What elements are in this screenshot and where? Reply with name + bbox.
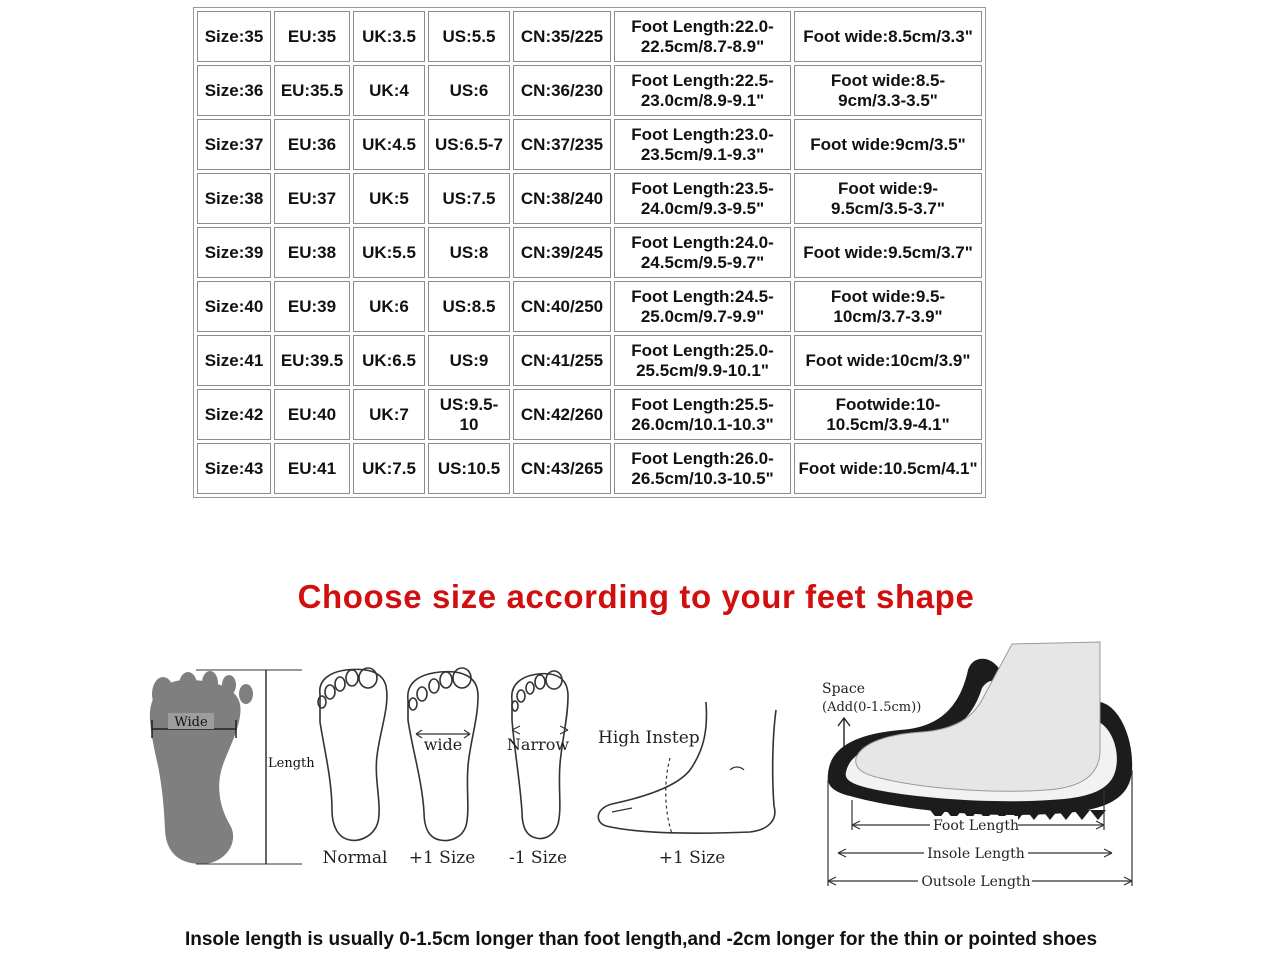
size-cell: Size:43 (197, 443, 271, 494)
foot-wide-cell: Foot wide:9-9.5cm/3.5-3.7" (794, 173, 982, 224)
table-row (197, 119, 982, 170)
eu-size-cell: EU:41 (274, 443, 350, 494)
cn-size-cell: CN:43/265 (513, 443, 611, 494)
us-size-cell: US:10.5 (428, 443, 510, 494)
us-size-cell: US:8.5 (428, 281, 510, 332)
foot-length-cell: Foot Length:24.5-25.0cm/9.7-9.9" (614, 281, 791, 332)
us-size-cell: US:8 (428, 227, 510, 278)
uk-size-cell: UK:7 (353, 389, 425, 440)
uk-size-cell: UK:4 (353, 65, 425, 116)
high-instep-caption: +1 Size (658, 848, 726, 868)
cn-size-cell: CN:38/240 (513, 173, 611, 224)
table-row (197, 173, 982, 224)
foot-length-cell: Foot Length:25.5-26.0cm/10.1-10.3" (614, 389, 791, 440)
uk-size-cell: UK:7.5 (353, 443, 425, 494)
cn-size-cell: CN:42/260 (513, 389, 611, 440)
cn-size-cell: CN:40/250 (513, 281, 611, 332)
foot-wide-cell: Footwide:10-10.5cm/3.9-4.1" (794, 389, 982, 440)
high-instep-diagram (598, 702, 776, 868)
high-instep-label: High Instep (598, 728, 700, 748)
eu-size-cell: EU:38 (274, 227, 350, 278)
narrow-caption: -1 Size (508, 848, 568, 868)
wide-foot-icon (408, 672, 478, 841)
foot-wide-cell: Foot wide:9.5-10cm/3.7-3.9" (794, 281, 982, 332)
wide-caption: +1 Size (408, 848, 476, 868)
cn-size-cell: CN:41/255 (513, 335, 611, 386)
shoe-diagram (822, 642, 1132, 890)
insole-length-label: Insole Length (927, 846, 1025, 862)
space-label: Space (822, 681, 866, 697)
outsole-length-label: Outsole Length (921, 874, 1031, 890)
us-size-cell: US:5.5 (428, 11, 510, 62)
foot-wide-cell: Foot wide:10cm/3.9" (794, 335, 982, 386)
foot-length-cell: Foot Length:23.0-23.5cm/9.1-9.3" (614, 119, 791, 170)
eu-size-cell: EU:36 (274, 119, 350, 170)
size-cell: Size:42 (197, 389, 271, 440)
cn-size-cell: CN:35/225 (513, 11, 611, 62)
foot-wide-cell: Foot wide:10.5cm/4.1" (794, 443, 982, 494)
size-cell: Size:38 (197, 173, 271, 224)
foot-wide-cell: Foot wide:9.5cm/3.7" (794, 227, 982, 278)
uk-size-cell: UK:4.5 (353, 119, 425, 170)
footprint-icon (150, 671, 253, 864)
size-table (193, 7, 986, 498)
normal-foot-icon (320, 669, 387, 840)
narrow-foot-diagram (507, 671, 569, 868)
cn-size-cell: CN:39/245 (513, 227, 611, 278)
size-cell: Size:36 (197, 65, 271, 116)
eu-size-cell: EU:37 (274, 173, 350, 224)
us-size-cell: US:9.5-10 (428, 389, 510, 440)
eu-size-cell: EU:35.5 (274, 65, 350, 116)
us-size-cell: US:6.5-7 (428, 119, 510, 170)
size-cell: Size:40 (197, 281, 271, 332)
wide-foot-diagram (408, 668, 478, 868)
foot-length-cell: Foot Length:22.0-22.5cm/8.7-8.9" (614, 11, 791, 62)
uk-size-cell: UK:3.5 (353, 11, 425, 62)
table-row (197, 389, 982, 440)
feet-shape-heading: Choose size according to your feet shape (297, 578, 975, 615)
table-row (197, 335, 982, 386)
space-sub-label: (Add(0-1.5cm)) (822, 700, 922, 715)
eu-size-cell: EU:35 (274, 11, 350, 62)
us-size-cell: US:9 (428, 335, 510, 386)
table-row (197, 11, 982, 62)
foot-wide-cell: Foot wide:9cm/3.5" (794, 119, 982, 170)
size-table-body (197, 11, 982, 494)
narrow-inner-label: Narrow (506, 735, 570, 754)
insole-note: Insole length is usually 0-1.5cm longer than foot length,and -2cm longer for the thin or pointed shoes (184, 929, 1098, 950)
us-size-cell: US:6 (428, 65, 510, 116)
cn-size-cell: CN:36/230 (513, 65, 611, 116)
uk-size-cell: UK:5 (353, 173, 425, 224)
size-cell: Size:35 (197, 11, 271, 62)
high-instep-foot-icon (598, 702, 776, 833)
uk-size-cell: UK:6 (353, 281, 425, 332)
eu-size-cell: EU:39 (274, 281, 350, 332)
foot-length-cell: Foot Length:24.0-24.5cm/9.5-9.7" (614, 227, 791, 278)
us-size-cell: US:7.5 (428, 173, 510, 224)
foot-length-cell: Foot Length:22.5-23.0cm/8.9-9.1" (614, 65, 791, 116)
table-row (197, 443, 982, 494)
table-row (197, 281, 982, 332)
foot-length-cell: Foot Length:25.0-25.5cm/9.9-10.1" (614, 335, 791, 386)
table-row (197, 65, 982, 116)
length-label: Length (268, 756, 315, 771)
shoe-icon (828, 642, 1132, 820)
narrow-foot-icon (512, 674, 568, 839)
feet-shape-illustrations (0, 630, 1280, 910)
foot-wide-cell: Foot wide:8.5-9cm/3.3-3.5" (794, 65, 982, 116)
uk-size-cell: UK:6.5 (353, 335, 425, 386)
footprint-diagram (150, 670, 315, 864)
normal-caption: Normal (322, 848, 388, 868)
foot-length-label: Foot Length (932, 818, 1020, 834)
size-chart (193, 7, 986, 498)
foot-length-cell: Foot Length:23.5-24.0cm/9.3-9.5" (614, 173, 791, 224)
eu-size-cell: EU:40 (274, 389, 350, 440)
table-row (197, 227, 982, 278)
eu-size-cell: EU:39.5 (274, 335, 350, 386)
size-cell: Size:39 (197, 227, 271, 278)
cn-size-cell: CN:37/235 (513, 119, 611, 170)
foot-length-cell: Foot Length:26.0-26.5cm/10.3-10.5" (614, 443, 791, 494)
size-cell: Size:41 (197, 335, 271, 386)
wide-inner-label: wide (423, 735, 463, 754)
normal-foot-diagram (318, 668, 387, 868)
size-cell: Size:37 (197, 119, 271, 170)
wide-label: Wide (174, 715, 208, 730)
foot-wide-cell: Foot wide:8.5cm/3.3" (794, 11, 982, 62)
uk-size-cell: UK:5.5 (353, 227, 425, 278)
